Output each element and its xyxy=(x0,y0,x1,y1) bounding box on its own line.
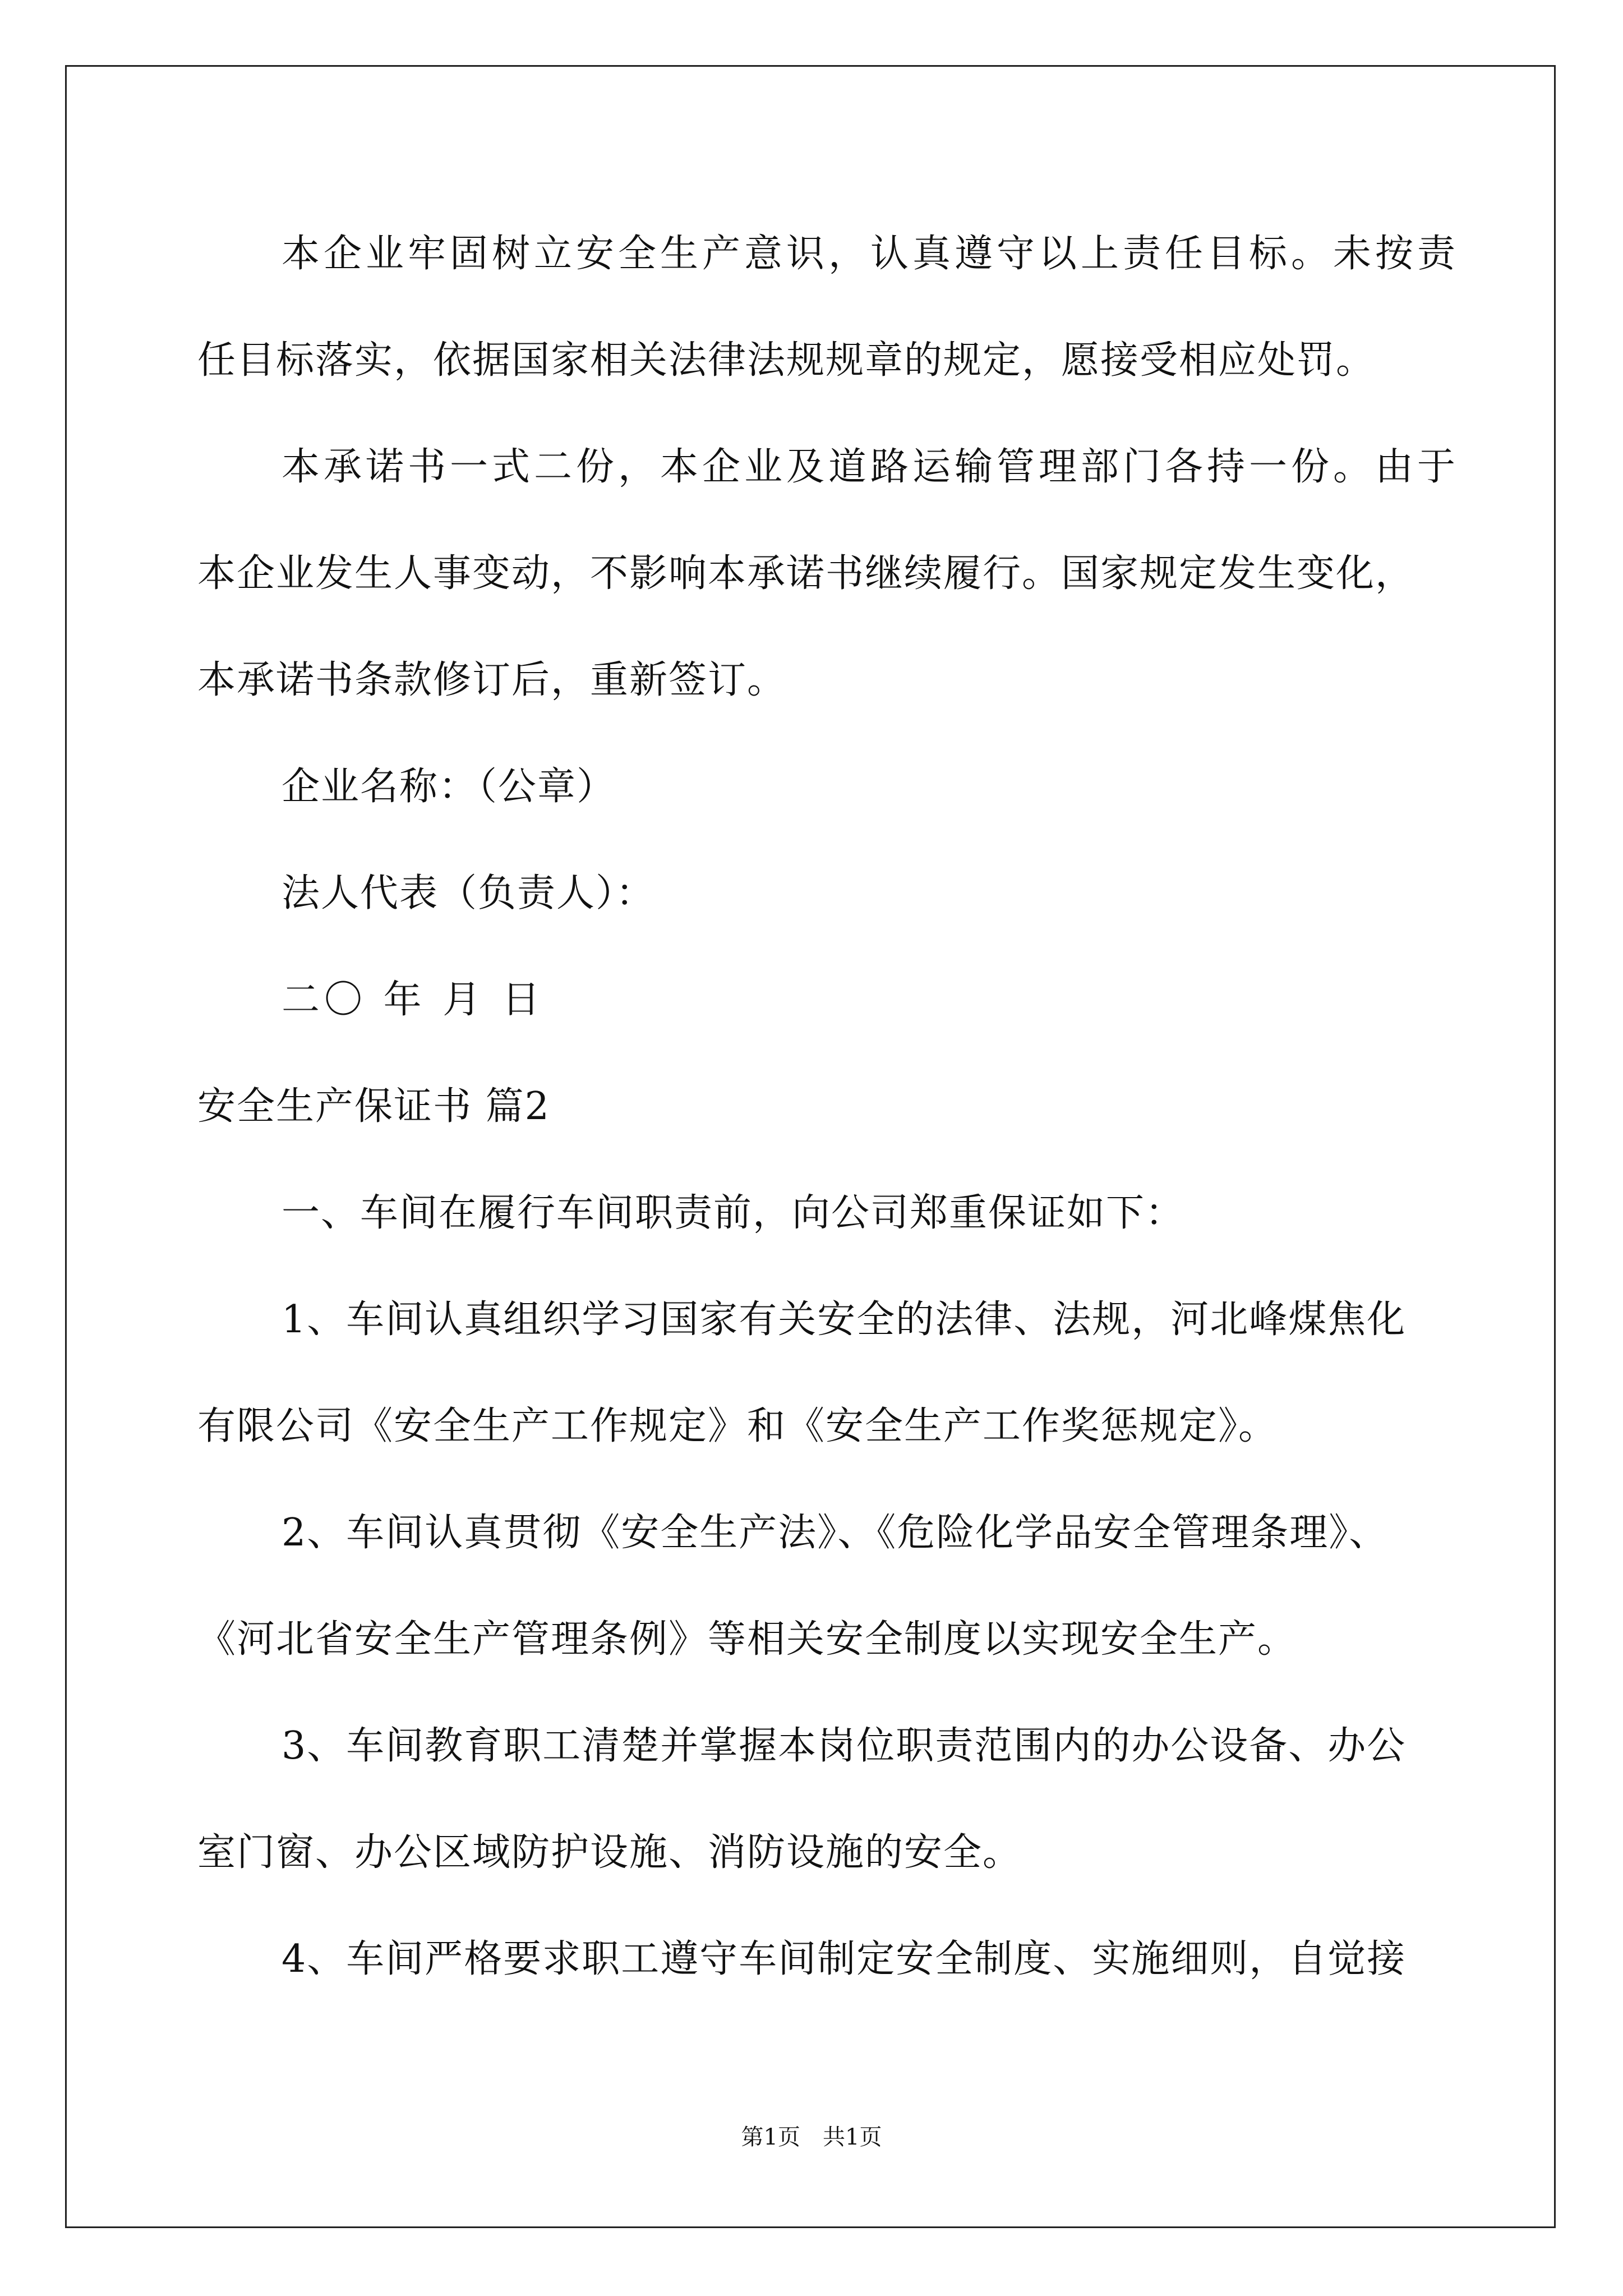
legal-representative-line: 法人代表（负责人）： xyxy=(282,871,656,915)
paragraph-line: 本承诺书一式二份，本企业及道路运输管理部门各持一份。由于 xyxy=(282,445,1460,489)
paragraph-line: 本承诺书条款修订后，重新签订。 xyxy=(197,658,787,702)
paragraph-line: 本企业牢固树立安全生产意识，认真遵守以上责任目标。未按责 xyxy=(282,232,1460,276)
company-name-line: 企业名称：（公章） xyxy=(282,765,616,809)
paragraph-line: 室门窗、办公区域防护设施、消防设施的安全。 xyxy=(197,1830,1022,1875)
paragraph-line: 一、车间在履行车间职责前，向公司郑重保证如下： xyxy=(282,1191,1185,1235)
paragraph-line: 本企业发生人事变动，不影响本承诺书继续履行。国家规定发生变化， xyxy=(197,551,1415,596)
paragraph-line: 1、车间认真组织学习国家有关安全的法律、法规，河北峰煤焦化 xyxy=(282,1297,1407,1342)
paragraph-line: 4、车间严格要求职工遵守车间制定安全制度、实施细则，自觉接 xyxy=(282,1937,1407,1981)
paragraph-line: 2、车间认真贯彻《安全生产法》、《危险化学品安全管理条理》、 xyxy=(282,1511,1389,1555)
page-border xyxy=(65,65,1556,2228)
paragraph-line: 《河北省安全生产管理条例》等相关安全制度以实现安全生产。 xyxy=(197,1617,1297,1662)
date-line: 二〇 年 月 日 xyxy=(282,978,545,1022)
page-footer: 第1页 共1页 xyxy=(741,2124,882,2150)
section-heading: 安全生产保证书 篇2 xyxy=(197,1084,550,1129)
paragraph-line: 任目标落实，依据国家相关法律法规规章的规定，愿接受相应处罚。 xyxy=(197,338,1376,383)
paragraph-line: 有限公司《安全生产工作规定》和《安全生产工作奖惩规定》。 xyxy=(197,1404,1278,1448)
paragraph-line: 3、车间教育职工清楚并掌握本岗位职责范围内的办公设备、办公 xyxy=(282,1724,1407,1768)
